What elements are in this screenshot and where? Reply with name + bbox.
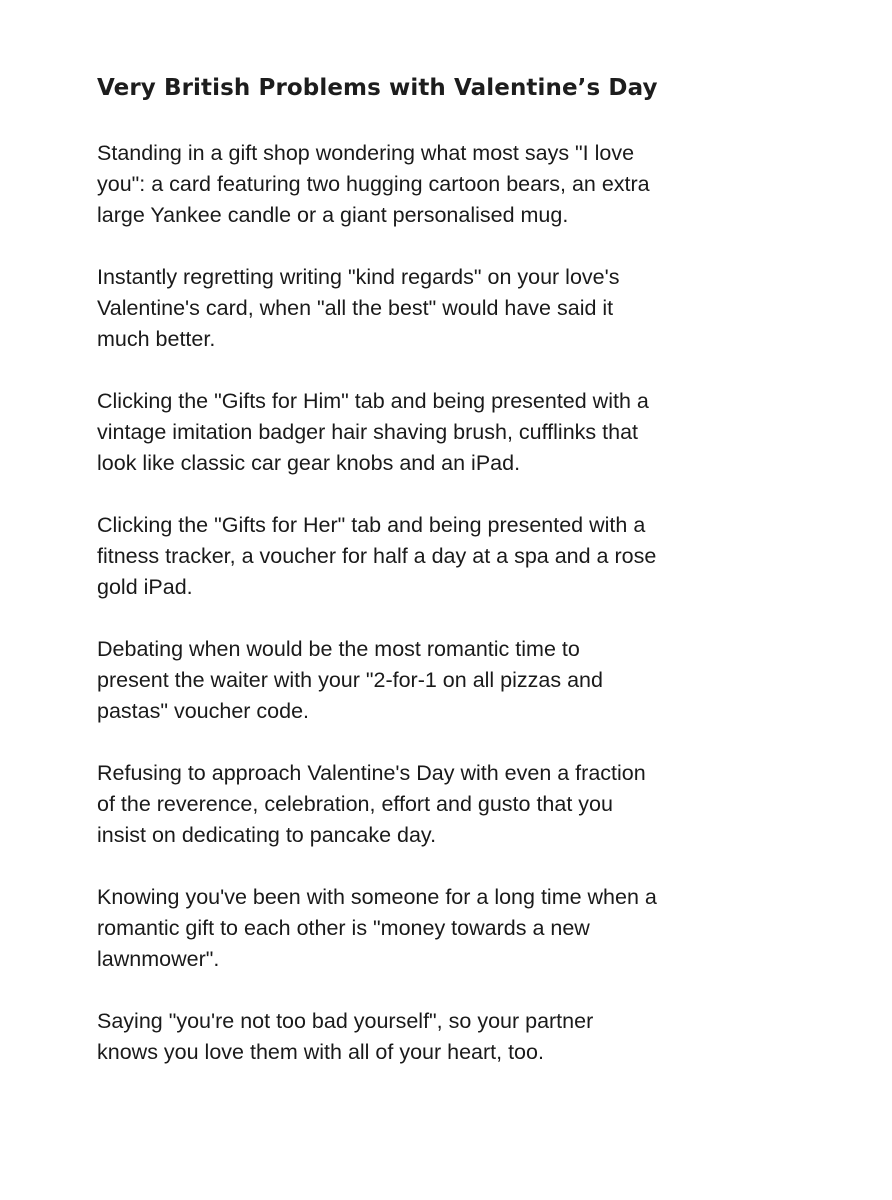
paragraph: Saying "you're not too bad yourself", so your partner knows you love them with all of your heart, too. <box>97 1009 594 1064</box>
document-page <box>97 66 697 1099</box>
paragraph: Debating when would be the most romantic time to present the waiter with your "2-for-1 on all pizzas and pastas" voucher code. <box>97 637 603 723</box>
paragraph: Instantly regretting writing "kind regards" on your love's Valentine's card, when "all the best" would have said it much better. <box>97 265 620 351</box>
paragraph: Clicking the "Gifts for Her" tab and being presented with a fitness tracker, a voucher for half a day at a spa and a rose gold iPad. <box>97 513 657 599</box>
paragraph: Refusing to approach Valentine's Day with even a fraction of the reverence, celebration, effort and gusto that you insist on dedicating to pancake day. <box>97 761 646 847</box>
paragraph: Standing in a gift shop wondering what most says "I love you": a card featuring two hugging cartoon bears, an extra large Yankee candle or a giant personalised mug. <box>97 141 650 227</box>
paragraph: Clicking the "Gifts for Him" tab and being presented with a vintage imitation badger hair shaving brush, cufflinks that look like classic car gear knobs and an iPad. <box>97 389 649 475</box>
paragraph: Knowing you've been with someone for a long time when a romantic gift to each other is "money towards a new lawnmower". <box>97 885 657 971</box>
document-title: Very British Problems with Valentine’s Day <box>97 75 658 101</box>
paragraph-list <box>97 138 697 1068</box>
